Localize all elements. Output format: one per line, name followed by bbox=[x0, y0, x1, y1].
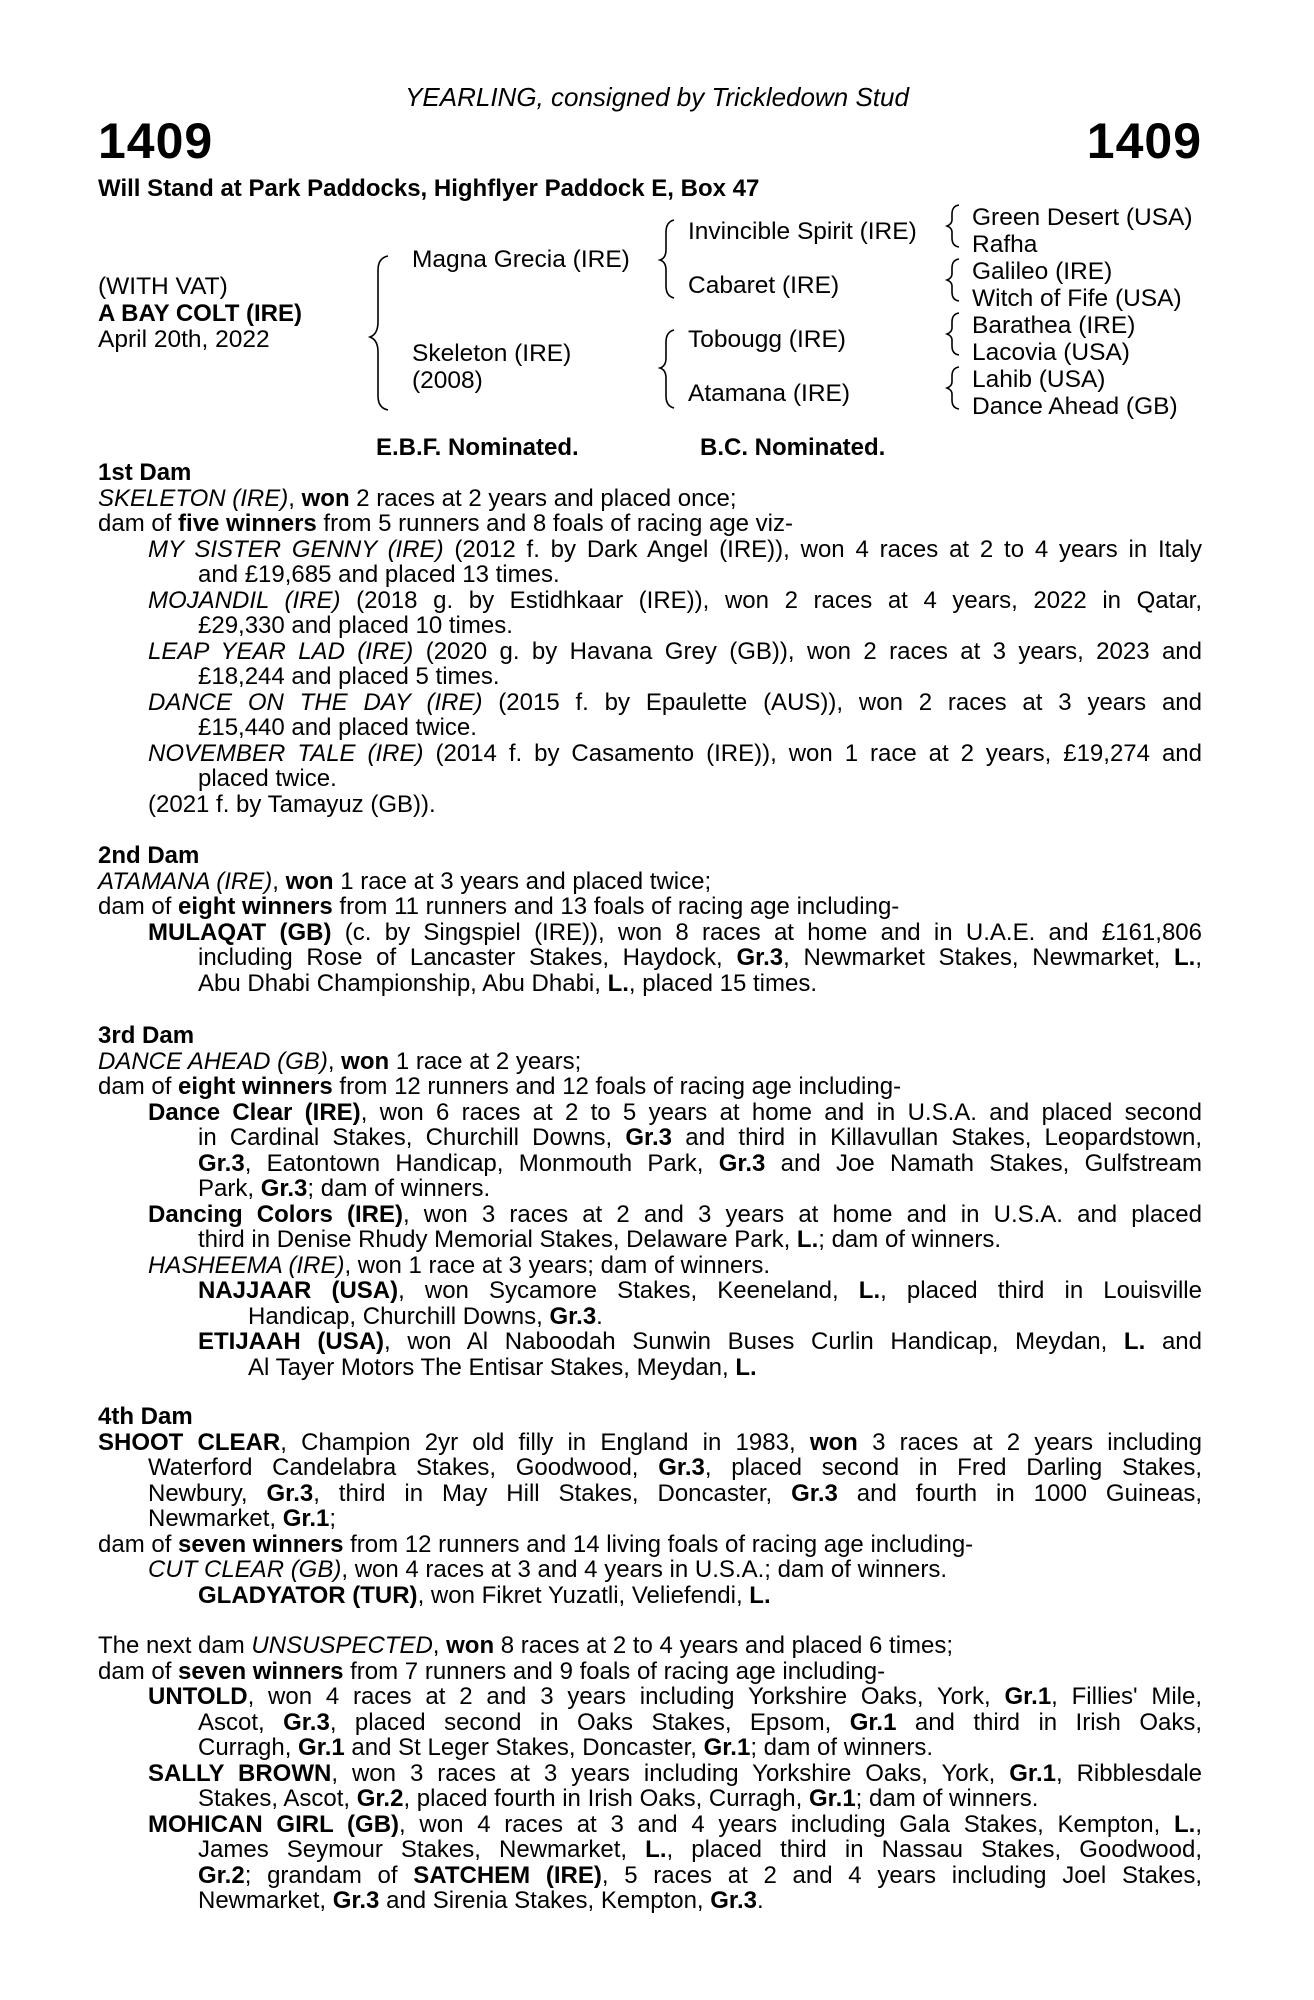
grade: Gr.3 bbox=[266, 1479, 314, 1507]
produce-entry bbox=[98, 1557, 1202, 1583]
produce-name: UNTOLD bbox=[148, 1683, 248, 1710]
text: Stakes, Ascot, bbox=[198, 1785, 357, 1812]
grade: Gr.3 bbox=[198, 1149, 245, 1177]
listed: L. bbox=[1123, 1328, 1146, 1355]
text: and third in Killavullan Stakes, Leopardstown, bbox=[672, 1124, 1202, 1151]
vat-note: (WITH VAT) bbox=[98, 273, 228, 300]
third-dam-produce-summary bbox=[98, 1074, 1202, 1100]
produce-entry bbox=[98, 690, 1202, 716]
text: Ascot, bbox=[198, 1708, 284, 1736]
produce-entry bbox=[98, 1202, 1202, 1228]
text: from 7 runners and 9 foals of racing age including- bbox=[343, 1657, 886, 1685]
next-dam-produce-summary bbox=[98, 1659, 1202, 1685]
produce-entry bbox=[98, 1684, 1202, 1710]
text: ; grandam of bbox=[244, 1861, 414, 1889]
brace-col2-dam bbox=[660, 330, 674, 408]
text: ; dam of winners. bbox=[855, 1785, 1039, 1812]
race-record: 2 races at 2 years and placed once; bbox=[349, 484, 737, 512]
text: ; bbox=[329, 1505, 337, 1532]
text: Abu Dhabi Championship, Abu Dhabi, bbox=[198, 969, 608, 997]
text: ; dam of winners. bbox=[750, 1734, 934, 1761]
listed: L. bbox=[1174, 1810, 1196, 1838]
text: , won Al Naboodah Sunwin Buses Curlin Handicap, Meydan, bbox=[384, 1328, 1124, 1355]
text: The next dam bbox=[98, 1632, 252, 1659]
produce-continuation bbox=[98, 1888, 1202, 1914]
ancestor-dsd: Lacovia (USA) bbox=[972, 339, 1130, 366]
grade: Gr.3 bbox=[736, 944, 784, 971]
text: (2014 f. by Casamento (IRE)), won 1 race at 2 years, £19,274 and bbox=[423, 739, 1202, 767]
won-label: won bbox=[809, 1428, 858, 1456]
third-dam-summary: DANCE AHEAD (GB), won 1 race at 2 years; bbox=[98, 1047, 582, 1075]
produce-entry bbox=[98, 1761, 1202, 1787]
dam-year: (2008) bbox=[412, 367, 483, 394]
listed: L. bbox=[796, 1226, 819, 1253]
won-label: won bbox=[301, 484, 350, 512]
grandproduce-name: SATCHEM (IRE) bbox=[413, 1861, 602, 1889]
produce-entry bbox=[98, 537, 1202, 563]
first-dam-summary: SKELETON (IRE), won 2 races at 2 years and placed once; bbox=[98, 484, 737, 512]
grade: Gr.3 bbox=[710, 1887, 757, 1914]
race-record: 1 race at 3 years and placed twice; bbox=[333, 867, 712, 895]
produce-entry bbox=[98, 639, 1202, 665]
text: , bbox=[1195, 1810, 1202, 1838]
summary-continuation bbox=[98, 1506, 1202, 1532]
grandproduce-continuation bbox=[98, 1304, 1202, 1330]
ancestor-ssd: Rafha bbox=[972, 231, 1038, 258]
grade: Gr.1 bbox=[282, 1505, 330, 1532]
text: dam of bbox=[98, 1657, 179, 1685]
text: , won 4 races at 3 and 4 years including Gala Stakes, Kempton, bbox=[399, 1810, 1174, 1838]
next-dam-section bbox=[98, 1633, 1202, 1914]
ancestor-dss: Barathea (IRE) bbox=[972, 312, 1136, 339]
produce-continuation bbox=[98, 971, 1202, 997]
fourth-dam-section bbox=[98, 1404, 1202, 1608]
fourth-dam-heading: 4th Dam bbox=[98, 1403, 193, 1430]
grade: Gr.3 bbox=[549, 1302, 597, 1330]
dam-name: Skeleton (IRE) bbox=[412, 340, 572, 367]
text: , placed fourth in Irish Oaks, Curragh, bbox=[403, 1785, 809, 1812]
text: , 5 races at 2 and 4 years including Joel Stakes, bbox=[601, 1861, 1202, 1889]
second-dam-summary: ATAMANA (IRE), won 1 race at 3 years and placed twice; bbox=[98, 867, 712, 895]
brace-col3-1 bbox=[947, 205, 959, 247]
produce-name: NOVEMBER TALE (IRE) bbox=[148, 739, 424, 767]
race-record: 1 race at 2 years; bbox=[389, 1047, 582, 1075]
grade: Gr.2 bbox=[198, 1861, 245, 1889]
text: and Sirenia Stakes, Kempton, bbox=[379, 1887, 711, 1914]
sire-sire: Invincible Spirit (IRE) bbox=[688, 218, 917, 245]
text: and fourth in 1000 Guineas, bbox=[837, 1479, 1202, 1507]
summary-continuation bbox=[98, 1455, 1202, 1481]
brace-col2-sire bbox=[660, 220, 674, 298]
text: , won Sycamore Stakes, Keeneland, bbox=[398, 1277, 859, 1304]
produce-entry bbox=[98, 588, 1202, 614]
grade: Gr.1 bbox=[808, 1785, 856, 1812]
text: (c. by Singspiel (IRE)), won 8 races at home and in U.A.E. and £161,806 bbox=[331, 918, 1202, 946]
text: , bbox=[432, 1632, 447, 1659]
produce-name: SALLY BROWN bbox=[148, 1759, 332, 1787]
grade: Gr.3 bbox=[332, 1887, 380, 1914]
produce-name: LEAP YEAR LAD (IRE) bbox=[148, 637, 414, 665]
ancestor-sdd: Witch of Fife (USA) bbox=[972, 285, 1182, 312]
text: including Rose of Lancaster Stakes, Haydock, bbox=[198, 944, 737, 971]
text: , placed third in Louisville bbox=[880, 1277, 1202, 1304]
produce-name: Dancing Colors (IRE) bbox=[148, 1200, 403, 1228]
produce-name: NAJJAAR (USA) bbox=[198, 1277, 399, 1304]
grade: Gr.1 bbox=[1004, 1683, 1052, 1710]
text: , won 4 races at 3 and 4 years in U.S.A.; dam of winners. bbox=[341, 1556, 947, 1583]
stand-location: Will Stand at Park Paddocks, Highflyer Paddock E, Box 47 bbox=[98, 175, 760, 202]
text: Newmarket, bbox=[198, 1887, 333, 1914]
winners-count: seven winners bbox=[178, 1530, 344, 1558]
listed: L. bbox=[1174, 944, 1196, 971]
text: dam of bbox=[98, 893, 179, 920]
ancestor-sss: Green Desert (USA) bbox=[972, 204, 1193, 231]
text: , Newmarket Stakes, Newmarket, bbox=[783, 944, 1175, 971]
grade: Gr.1 bbox=[849, 1708, 897, 1736]
text: , Champion 2yr old filly in England in 1983, bbox=[280, 1428, 810, 1456]
text: , won 3 races at 2 and 3 years at home and in U.S.A. and placed bbox=[402, 1200, 1202, 1228]
text: (2020 g. by Havana Grey (GB)), won 2 races at 3 years, 2023 and bbox=[413, 637, 1202, 665]
dam-sire: Tobougg (IRE) bbox=[688, 326, 846, 353]
text: and Joe Namath Stakes, Gulfstream bbox=[765, 1149, 1202, 1177]
text: from 11 runners and 13 foals of racing age including- bbox=[332, 893, 900, 920]
fourth-dam-produce-summary bbox=[98, 1532, 1202, 1558]
produce-entry bbox=[98, 1100, 1202, 1126]
listed: L. bbox=[749, 1581, 771, 1609]
ancestor-dds: Lahib (USA) bbox=[972, 366, 1106, 393]
produce-name: HASHEEMA (IRE) bbox=[148, 1251, 345, 1279]
grade: Gr.3 bbox=[283, 1708, 330, 1736]
text: from 5 runners and 8 foals of racing age viz- bbox=[316, 510, 794, 537]
dam-name: DANCE AHEAD (GB) bbox=[98, 1047, 328, 1075]
grandproduce-continuation bbox=[98, 1355, 1202, 1381]
grade: Gr.3 bbox=[791, 1479, 838, 1507]
brace-col3-2 bbox=[947, 259, 959, 301]
text: , Eatontown Handicap, Monmouth Park, bbox=[244, 1149, 719, 1177]
produce-continuation bbox=[98, 1786, 1202, 1812]
second-dam-heading: 2nd Dam bbox=[98, 842, 200, 869]
won-label: won bbox=[285, 867, 334, 895]
text: from 12 runners and 14 living foals of racing age including- bbox=[343, 1530, 974, 1558]
lot-number-left: 1409 bbox=[98, 113, 214, 169]
grade: Gr.3 bbox=[658, 1454, 705, 1481]
text: and bbox=[1145, 1328, 1202, 1355]
third-dam-heading: 3rd Dam bbox=[98, 1022, 195, 1049]
produce-continuation bbox=[98, 1176, 1202, 1202]
text: , placed 15 times. bbox=[628, 969, 818, 997]
grade: Gr.1 bbox=[703, 1734, 751, 1761]
produce-entry bbox=[98, 920, 1202, 946]
text: (2018 g. by Estidhkaar (IRE)), won 2 races at 4 years, 2022 in Qatar, bbox=[340, 586, 1202, 614]
text: , won 4 races at 2 and 3 years including Yorkshire Oaks, York, bbox=[247, 1683, 1005, 1710]
grandproduce-entry bbox=[98, 1329, 1202, 1355]
produce-name: CUT CLEAR (GB) bbox=[148, 1556, 342, 1583]
text: , bbox=[1195, 944, 1203, 971]
text: , Fillies' Mile, bbox=[1051, 1683, 1202, 1710]
produce-entry: (2021 f. by Tamayuz (GB)). bbox=[148, 790, 436, 818]
fourth-dam-summary bbox=[98, 1430, 1202, 1456]
text: , placed second in Oaks Stakes, Epsom, bbox=[329, 1708, 850, 1736]
winners-count: seven winners bbox=[178, 1657, 344, 1685]
third-dam-section bbox=[98, 1023, 1202, 1380]
text: dam of bbox=[98, 1073, 179, 1100]
dam-name: SHOOT CLEAR bbox=[98, 1428, 281, 1456]
text: 3 races at 2 years including bbox=[857, 1428, 1203, 1456]
bc-nomination: B.C. Nominated. bbox=[700, 434, 886, 461]
produce-continuation bbox=[98, 1227, 1202, 1253]
next-dam-summary bbox=[98, 1633, 1202, 1659]
first-dam-produce-summary bbox=[98, 511, 1202, 537]
produce-name: MOHICAN GIRL (GB) bbox=[148, 1810, 400, 1838]
brace-col3-4 bbox=[947, 367, 959, 409]
grade: Gr.3 bbox=[260, 1175, 308, 1202]
text: . bbox=[756, 1887, 764, 1914]
first-dam-section bbox=[98, 460, 1202, 817]
text: , won 3 races at 3 years including Yorkshire Oaks, York, bbox=[331, 1759, 1010, 1787]
grandproduce-entry bbox=[98, 1278, 1202, 1304]
produce-continuation: and £19,685 and placed 13 times. bbox=[198, 561, 560, 588]
text: dam of bbox=[98, 1530, 179, 1558]
text: and St Leger Stakes, Doncaster, bbox=[344, 1734, 704, 1761]
produce-entry bbox=[98, 1253, 1202, 1279]
text: Newmarket, bbox=[148, 1505, 283, 1532]
text: dam of bbox=[98, 510, 179, 537]
lot-number-right: 1409 bbox=[1086, 113, 1202, 169]
foaling-date: April 20th, 2022 bbox=[98, 326, 270, 353]
text: in Cardinal Stakes, Churchill Downs, bbox=[198, 1124, 626, 1151]
text: ; dam of winners. bbox=[307, 1175, 491, 1202]
text: . bbox=[596, 1302, 603, 1330]
text: Waterford Candelabra Stakes, Goodwood, bbox=[148, 1454, 659, 1481]
text: and third in Irish Oaks, bbox=[896, 1708, 1202, 1736]
text: from 12 runners and 12 foals of racing age including- bbox=[332, 1073, 902, 1100]
listed: L. bbox=[645, 1836, 667, 1863]
produce-continuation: £15,440 and placed twice. bbox=[198, 714, 477, 741]
produce-continuation bbox=[98, 1735, 1202, 1761]
produce-continuation bbox=[98, 1151, 1202, 1177]
text: 8 races at 2 to 4 years and placed 6 times; bbox=[494, 1632, 954, 1659]
produce-continuation bbox=[98, 1125, 1202, 1151]
dam-dam: Atamana (IRE) bbox=[688, 380, 851, 407]
winners-count: eight winners bbox=[178, 1073, 333, 1100]
text: , placed second in Fred Darling Stakes, bbox=[704, 1454, 1203, 1481]
grade: Gr.3 bbox=[718, 1149, 766, 1177]
sire-dam: Cabaret (IRE) bbox=[688, 272, 840, 299]
brace-col1 bbox=[370, 256, 388, 410]
text: , third in May Hill Stakes, Doncaster, bbox=[313, 1479, 792, 1507]
produce-continuation bbox=[98, 945, 1202, 971]
listed: L. bbox=[858, 1277, 881, 1304]
produce-name: ETIJAAH (USA) bbox=[198, 1328, 385, 1355]
produce-name: MY SISTER GENNY (IRE) bbox=[148, 535, 444, 563]
winners-count: five winners bbox=[178, 510, 317, 537]
text: James Seymour Stakes, Newmarket, bbox=[198, 1836, 646, 1863]
brace-col3-3 bbox=[947, 313, 959, 355]
grade: Gr.3 bbox=[625, 1124, 673, 1151]
consignor-line: YEARLING, consigned by Trickledown Stud bbox=[405, 82, 909, 112]
text: (2012 f. by Dark Angel (IRE)), won 4 races at 2 to 4 years in Italy bbox=[443, 535, 1202, 563]
produce-name: MULAQAT (GB) bbox=[148, 918, 332, 946]
grandproduce-entry bbox=[98, 1583, 1202, 1609]
grade: Gr.1 bbox=[1009, 1759, 1056, 1787]
grade: Gr.1 bbox=[298, 1734, 345, 1761]
second-dam-produce-summary bbox=[98, 894, 1202, 920]
text: , placed third in Nassau Stakes, Goodwood, bbox=[666, 1836, 1202, 1863]
produce-continuation: £18,244 and placed 5 times. bbox=[198, 663, 500, 690]
produce-name: DANCE ON THE DAY (IRE) bbox=[148, 688, 483, 716]
ebf-nomination: E.B.F. Nominated. bbox=[376, 434, 579, 461]
first-dam-heading: 1st Dam bbox=[98, 459, 192, 486]
produce-name: GLADYATOR (TUR) bbox=[198, 1581, 418, 1609]
ancestor-sds: Galileo (IRE) bbox=[972, 258, 1113, 285]
ancestor-ddd: Dance Ahead (GB) bbox=[972, 393, 1178, 420]
dam-name: UNSUSPECTED bbox=[251, 1632, 433, 1659]
produce-name: MOJANDIL (IRE) bbox=[148, 586, 341, 614]
produce-name: Dance Clear (IRE) bbox=[148, 1098, 361, 1126]
produce-continuation: placed twice. bbox=[198, 765, 337, 792]
produce-continuation bbox=[98, 1863, 1202, 1889]
winners-count: eight winners bbox=[178, 893, 333, 920]
dam-name: ATAMANA (IRE) bbox=[98, 867, 273, 895]
dam-name: SKELETON (IRE) bbox=[98, 484, 289, 512]
text: , won Fikret Yuzatli, Veliefendi, bbox=[417, 1581, 750, 1609]
listed: L. bbox=[735, 1353, 757, 1381]
text: Handicap, Churchill Downs, bbox=[248, 1302, 550, 1330]
won-label: won bbox=[446, 1632, 495, 1659]
produce-continuation bbox=[98, 1837, 1202, 1863]
text: , Ribblesdale bbox=[1055, 1759, 1203, 1787]
summary-continuation bbox=[98, 1481, 1202, 1507]
text: Al Tayer Motors The Entisar Stakes, Meydan, bbox=[248, 1353, 736, 1381]
produce-continuation bbox=[98, 1710, 1202, 1736]
listed: L. bbox=[607, 969, 629, 997]
produce-entry bbox=[98, 741, 1202, 767]
text: Park, bbox=[198, 1175, 261, 1202]
text: , won 1 race at 3 years; dam of winners. bbox=[344, 1251, 770, 1279]
text: third in Denise Rhudy Memorial Stakes, Delaware Park, bbox=[198, 1226, 797, 1253]
produce-continuation: £29,330 and placed 10 times. bbox=[198, 612, 513, 639]
text: Newbury, bbox=[148, 1479, 267, 1507]
second-dam-section bbox=[98, 843, 1202, 996]
sire-name: Magna Grecia (IRE) bbox=[412, 246, 630, 273]
produce-entry bbox=[98, 1812, 1202, 1838]
text: (2015 f. by Epaulette (AUS)), won 2 races at 3 years and bbox=[482, 688, 1202, 716]
won-label: won bbox=[341, 1047, 390, 1075]
horse-name: A BAY COLT (IRE) bbox=[98, 300, 303, 327]
grade: Gr.2 bbox=[356, 1785, 404, 1812]
text: ; dam of winners. bbox=[818, 1226, 1001, 1253]
text: , won 6 races at 2 to 5 years at home and in U.S.A. and placed second bbox=[360, 1098, 1202, 1126]
text: Curragh, bbox=[198, 1734, 299, 1761]
